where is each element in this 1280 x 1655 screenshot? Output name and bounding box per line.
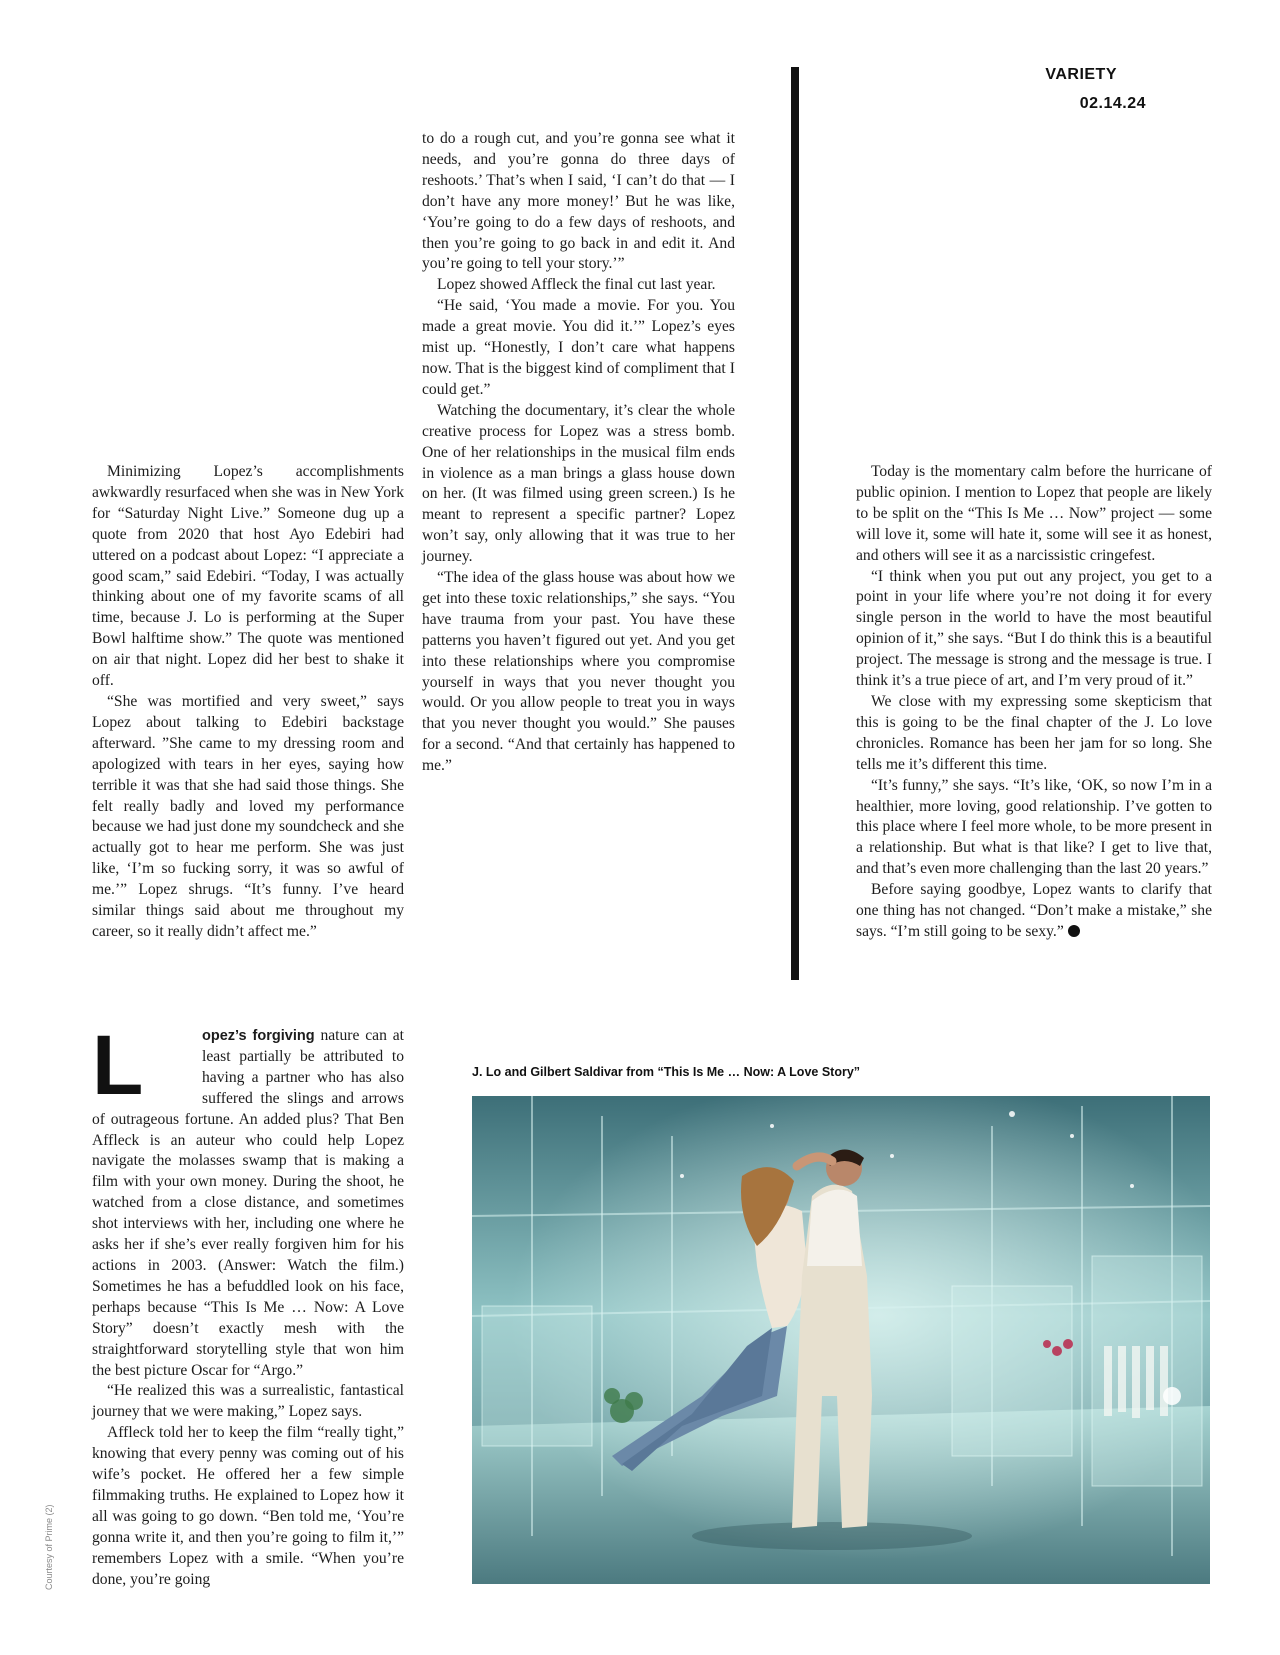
article-paragraph: Minimizing Lopez’s accomplishments awkwardly resurfaced when she was in New York for “Saturday Night Live.” Someone dug up a quote from 2020 that host Ayo Edebiri had uttered on a podcast about Lopez: “I appreciate a good scam,” said Edebiri. “Today, I was actually thinking about one of my favorite scams of all time, because J. Lo is performing at the Super Bowl halftime show.” The quote was mentioned on air that night. Lopez did her best to shake it off. xyxy=(92,463,404,690)
article-paragraph: “He said, ‘You made a movie. For you. You made a great movie. You did it.’” Lopez’s eyes mist up. “Honestly, I don’t care what happens now. That is the biggest kind of compliment that I could get.” xyxy=(422,297,735,398)
article-paragraph: “The idea of the glass house was about how we get into these toxic relationships,” she says. “You have trauma from your past. You have these patterns you haven’t figured out yet. And you get into these relationships where you compromise yourself in ways that you never thought you would. Or you allow people to treat you in ways that you never thought you would.” She pauses for a second. “And that certainly has happened to me.” xyxy=(422,569,735,775)
article-paragraph xyxy=(856,880,1212,943)
article-paragraph: Lopez showed Affleck the final cut last year. xyxy=(437,276,716,294)
article-paragraph: “She was mortified and very sweet,” says Lopez about talking to Edebiri backstage afterward. ”She came to my dressing room and apologized with tears in her eyes, saying how terrible it was that she had said those things. She felt really badly and loved my performance because we had just done my soundcheck and she actually got to hear me perform. She was just like, ‘I’m so fucking sorry, it was so awful of me.’” Lopez shrugs. “It’s funny. I’ve heard similar things said about me throughout my career, so it really didn’t affect me.” xyxy=(92,692,404,940)
closing-paragraph-text: Before saying goodbye, Lopez wants to clarify that one thing has not changed. “Don’t make a mistake,” she says. “I’m still going to be sexy.” xyxy=(856,881,1212,940)
end-mark-icon xyxy=(1068,925,1080,937)
film-still-illustration xyxy=(472,1096,1210,1584)
opening-paragraph-text: nature can at least partially be attributed to having a partner who has also suffered the slings and arrows of outrageous fortune. An added plus? That Ben Affleck is an auteur who could help Lopez navigate the molasses swamp that is making a film with your own money. During the shoot, he watched from a close distance, and sometimes shot interviews with her, including one where he asks her if she’s ever really forgiven him for his actions in 2003. (Answer: Watch the film.) Sometimes he has a befuddled look on his face, perhaps because “This Is Me … Now: A Love Story” doesn’t exactly mesh with the straightforward storytelling style that won him the best picture Oscar for “Argo.” xyxy=(92,1027,404,1379)
article-column-right xyxy=(856,462,1212,943)
photo-credit: Courtesy of Prime (2) xyxy=(44,1504,54,1590)
publication-name: VARIETY xyxy=(1045,66,1117,83)
drop-cap: L xyxy=(92,1018,144,1112)
lead-in-text: opez’s forgiving xyxy=(202,1028,315,1044)
article-paragraph: Today is the momentary calm before the hurricane of public opinion. I mention to Lopez that people are likely to be split on the “This Is Me … Now” project — some will love it, some will hate it, some will see it as honest, and others will see it as a narcissistic cringefest. xyxy=(856,463,1212,564)
article-column-middle xyxy=(422,129,735,777)
article-paragraph: “He realized this was a surrealistic, fantastical journey that we were making,” Lopez says. xyxy=(92,1382,404,1421)
article-column-left-bottom xyxy=(92,1018,404,1590)
article-column-left-top xyxy=(92,462,404,943)
article-paragraph: “It’s funny,” she says. “It’s like, ‘OK, so now I’m in a healthier, more loving, good relationship. I’ve gotten to this place where I feel more whole, to be more present in a relationship. But what is that like? I get to live that, and that’s even more challenging than the last 20 years.” xyxy=(856,776,1212,878)
article-paragraph: “I think when you put out any project, you get to a point in your life where you’re not doing it for every single person in the world to have the most beautiful opinion of it,” she says. “But I do think this is a beautiful project. The message is strong and the message is true. I think it’s a true piece of art, and I’m very proud of it.” xyxy=(856,567,1213,690)
issue-date: 02.14.24 xyxy=(1079,95,1146,112)
column-divider-rule xyxy=(791,67,799,980)
photo-caption: J. Lo and Gilbert Saldivar from “This Is Me … Now: A Love Story” xyxy=(472,1065,861,1079)
article-paragraph: We close with my expressing some skepticism that this is going to be the final chapter of the J. Lo love chronicles. Romance has been her jam for so long. She tells me it’s different this time. xyxy=(856,692,1212,773)
article-paragraph: Affleck told her to keep the film “really tight,” knowing that every penny was coming out of his wife’s pocket. He offered her a few simple filmmaking truths. He explained to Lopez how it all was going to go down. “Ben told me, ‘You’re gonna write it, and then you’re going to film it,’” remembers Lopez with a smile. “When you’re done, you’re going xyxy=(92,1424,404,1588)
section-opening-paragraph xyxy=(92,1018,404,1381)
article-paragraph: to do a rough cut, and you’re gonna see what it needs, and you’re gonna do three days of reshoots.’ That’s when I said, ‘I can’t do that — I don’t have any more money!’ But he was like, ‘You’re going to do a few days of reshoots, and then you’re going to go back in and edit it. And you’re going to tell your story.’” xyxy=(422,130,735,273)
film-still-photo xyxy=(472,1096,1210,1584)
article-paragraph: Watching the documentary, it’s clear the whole creative process for Lopez was a stress bomb. One of her relationships in the musical film ends in violence as a man brings a glass house down on her. (It was filmed using green screen.) Is he meant to represent a specific partner? Lopez won’t say, only allowing that it was true to her journey. xyxy=(422,401,735,566)
